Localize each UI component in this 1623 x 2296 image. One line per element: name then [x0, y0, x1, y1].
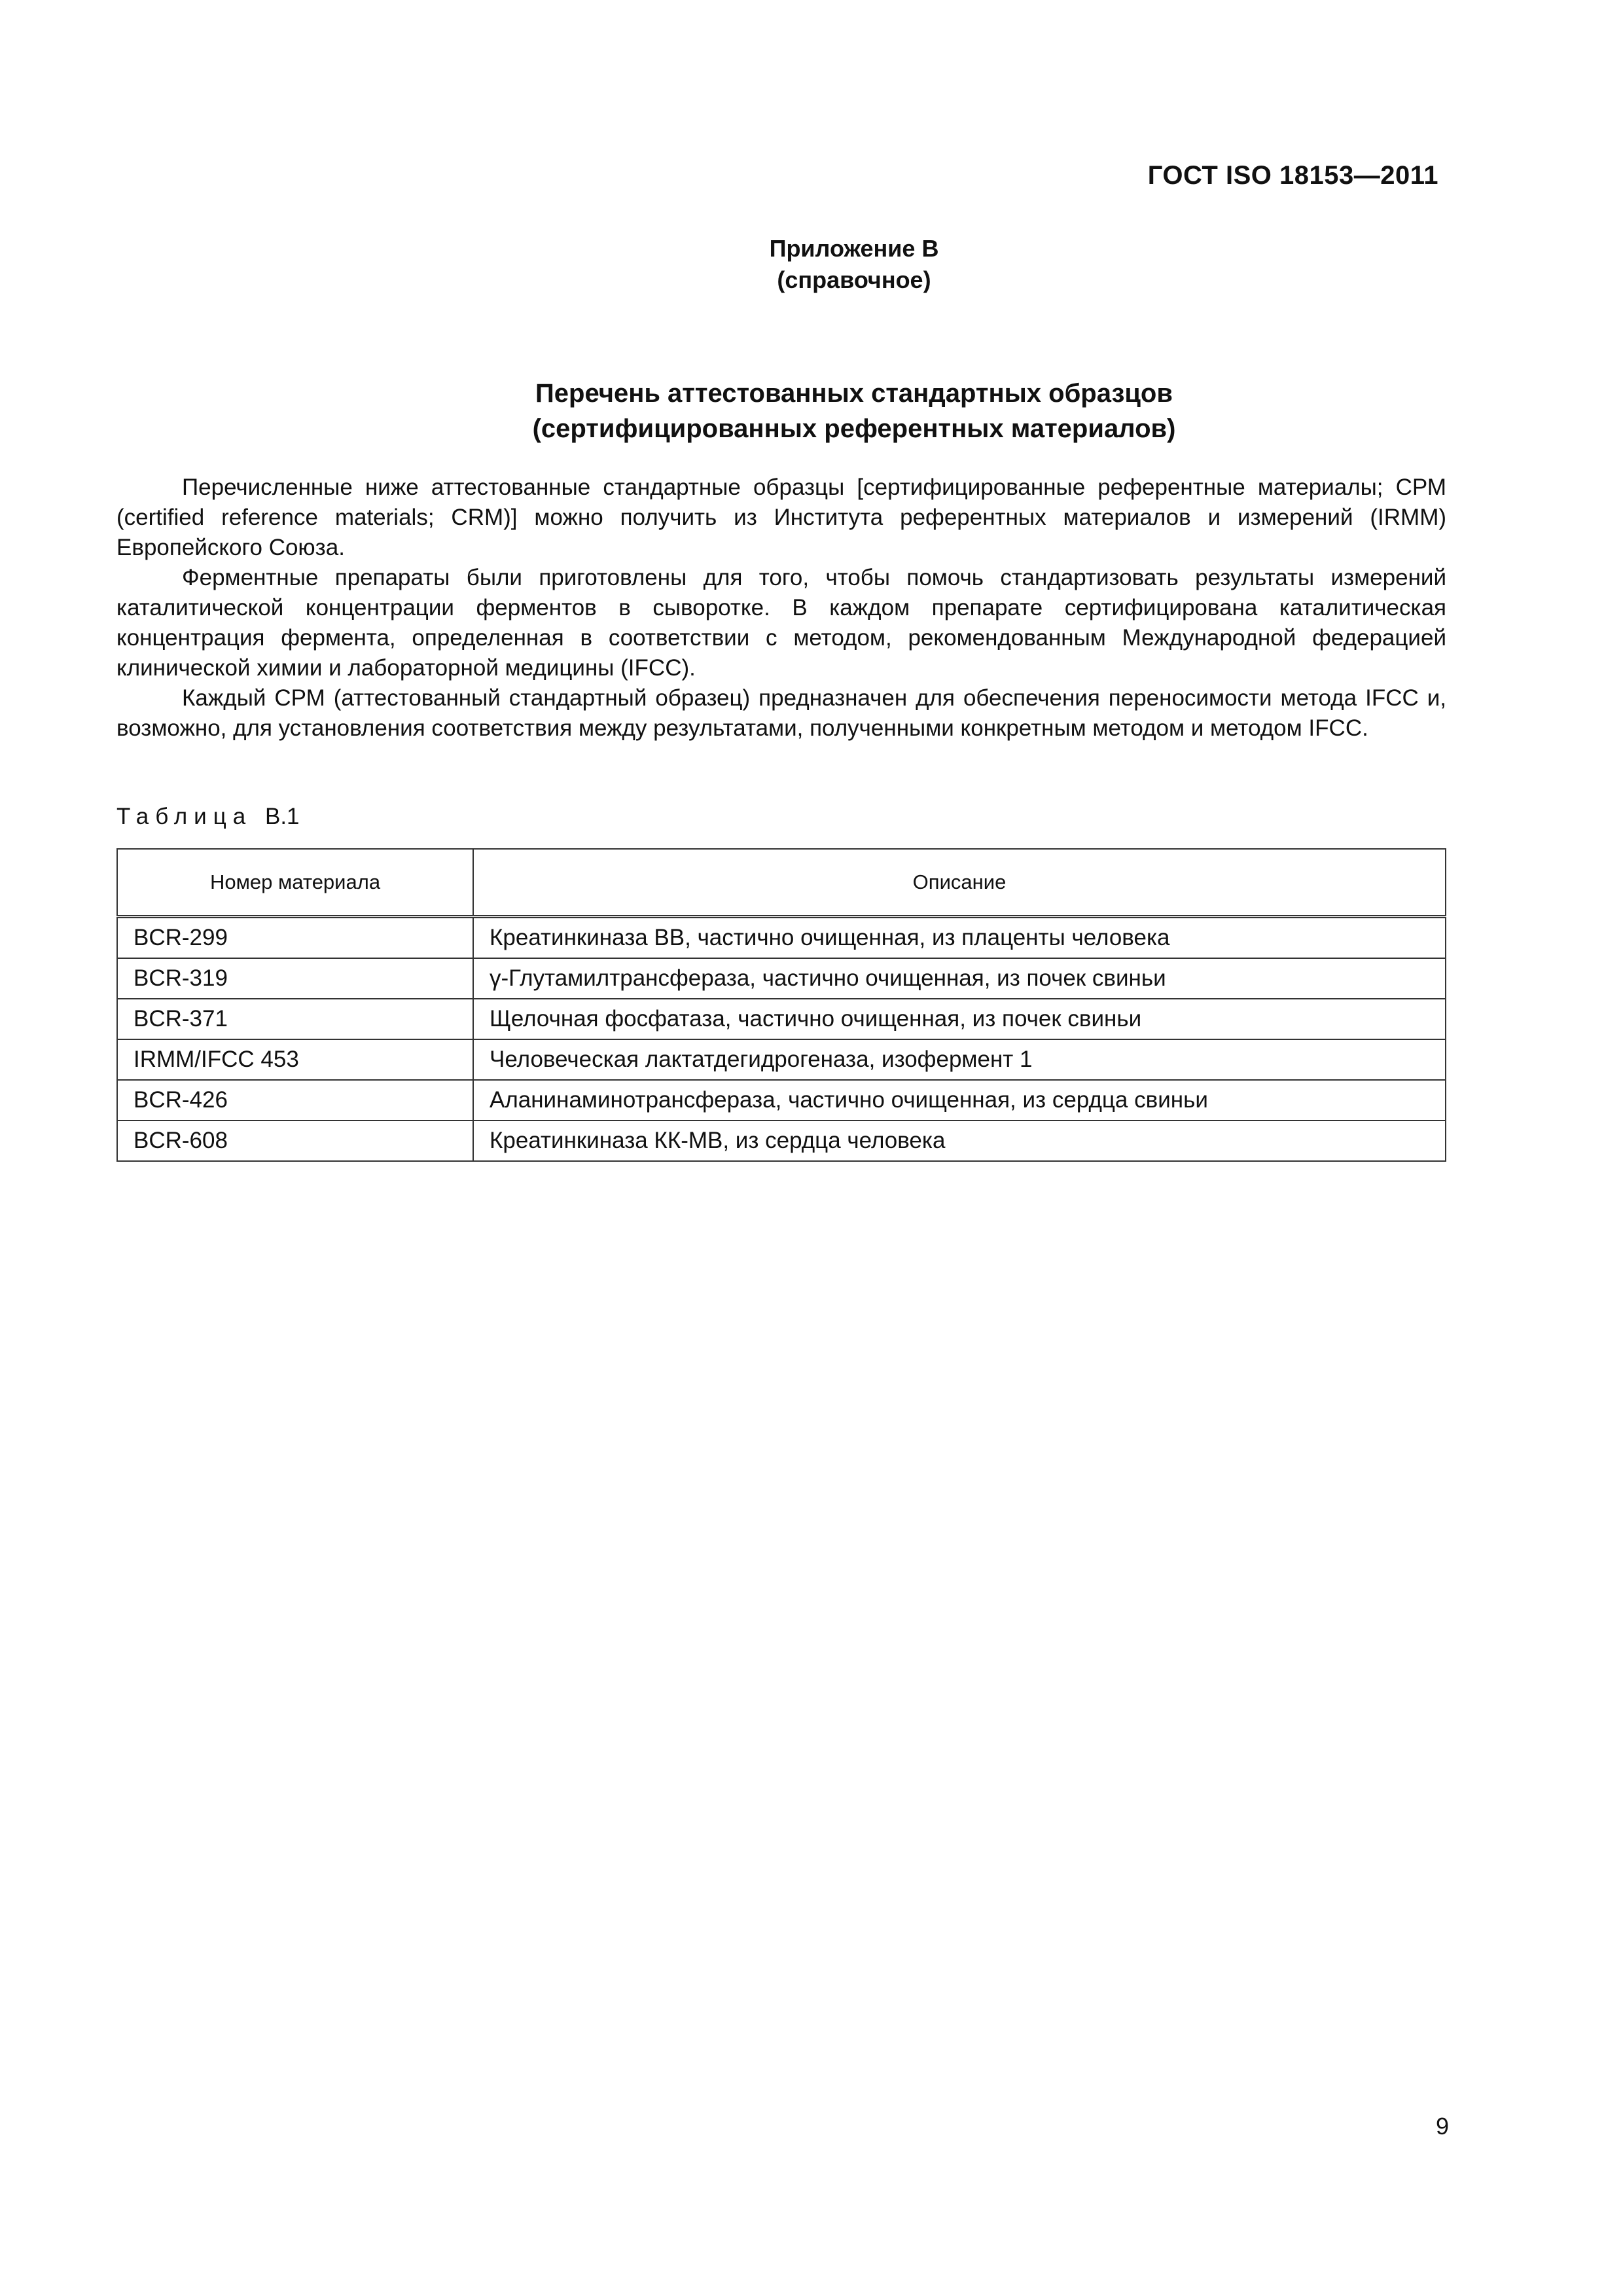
- description-cell: Щелочная фосфатаза, частично очищенная, из почек свиньи: [473, 999, 1446, 1039]
- table-row: [117, 1121, 1446, 1161]
- section-heading-line-2: (сертифицированных референтных материалов): [532, 414, 1176, 443]
- page-number: 9: [1435, 2113, 1449, 2140]
- section-heading: [0, 376, 1623, 446]
- table-row: [117, 1080, 1446, 1121]
- paragraph: Каждый СРМ (аттестованный стандартный образец) предназначен для обеспечения переносимости метода IFCC и, возможно, для установления соответствия между результатами, полученными конкретным методом и методом IFCC.: [116, 685, 1446, 741]
- table-caption: [116, 804, 300, 830]
- material-number-cell: BCR-371: [117, 999, 473, 1039]
- annex-title-block: [0, 233, 1623, 296]
- table-row: [117, 999, 1446, 1039]
- material-number-cell: BCR-319: [117, 958, 473, 999]
- material-number-cell: IRMM/IFCC 453: [117, 1039, 473, 1080]
- paragraph: Ферментные препараты были приготовлены для того, чтобы помочь стандартизовать результаты измерений каталитической концентрации ферментов в сыворотке. В каждом препарате сертифицирована каталитическая концентрация фермента, определенная в соответствии с методом, рекомендованным Международной федерацией клинической химии и лабораторной медицины (IFCC).: [116, 565, 1446, 681]
- table-caption-word: Таблица: [116, 804, 253, 829]
- table-row: [117, 917, 1446, 959]
- document-id: ГОСТ ISO 18153—2011: [1147, 161, 1438, 190]
- description-cell: γ-Глутамилтрансфераза, частично очищенная, из почек свиньи: [473, 958, 1446, 999]
- description-cell: Человеческая лактатдегидрогеназа, изофермент 1: [473, 1039, 1446, 1080]
- paragraph: Перечисленные ниже аттестованные стандартные образцы [сертифицированные референтные материалы; СРМ (certified reference materials; CRM)] можно получить из Института референтных материалов и измерений (IRMM) Европейского Союза.: [116, 475, 1446, 560]
- table-caption-number: В.1: [264, 804, 300, 829]
- body-text: [116, 473, 1446, 744]
- materials-table: [116, 848, 1446, 1162]
- table-row: [117, 1039, 1446, 1080]
- column-header-description: Описание: [473, 849, 1446, 917]
- description-cell: Креатинкиназа ВВ, частично очищенная, из плаценты человека: [473, 917, 1446, 959]
- table-header-row: [117, 849, 1446, 917]
- annex-type: (справочное): [777, 266, 931, 293]
- material-number-cell: BCR-608: [117, 1121, 473, 1161]
- material-number-cell: BCR-299: [117, 917, 473, 959]
- table-row: [117, 958, 1446, 999]
- material-number-cell: BCR-426: [117, 1080, 473, 1121]
- description-cell: Аланинаминотрансфераза, частично очищенная, из сердца свиньи: [473, 1080, 1446, 1121]
- section-heading-line-1: Перечень аттестованных стандартных образцов: [535, 379, 1173, 408]
- column-header-material-number: Номер материала: [117, 849, 473, 917]
- description-cell: Креатинкиназа КК-МВ, из сердца человека: [473, 1121, 1446, 1161]
- annex-title: Приложение В: [769, 235, 939, 262]
